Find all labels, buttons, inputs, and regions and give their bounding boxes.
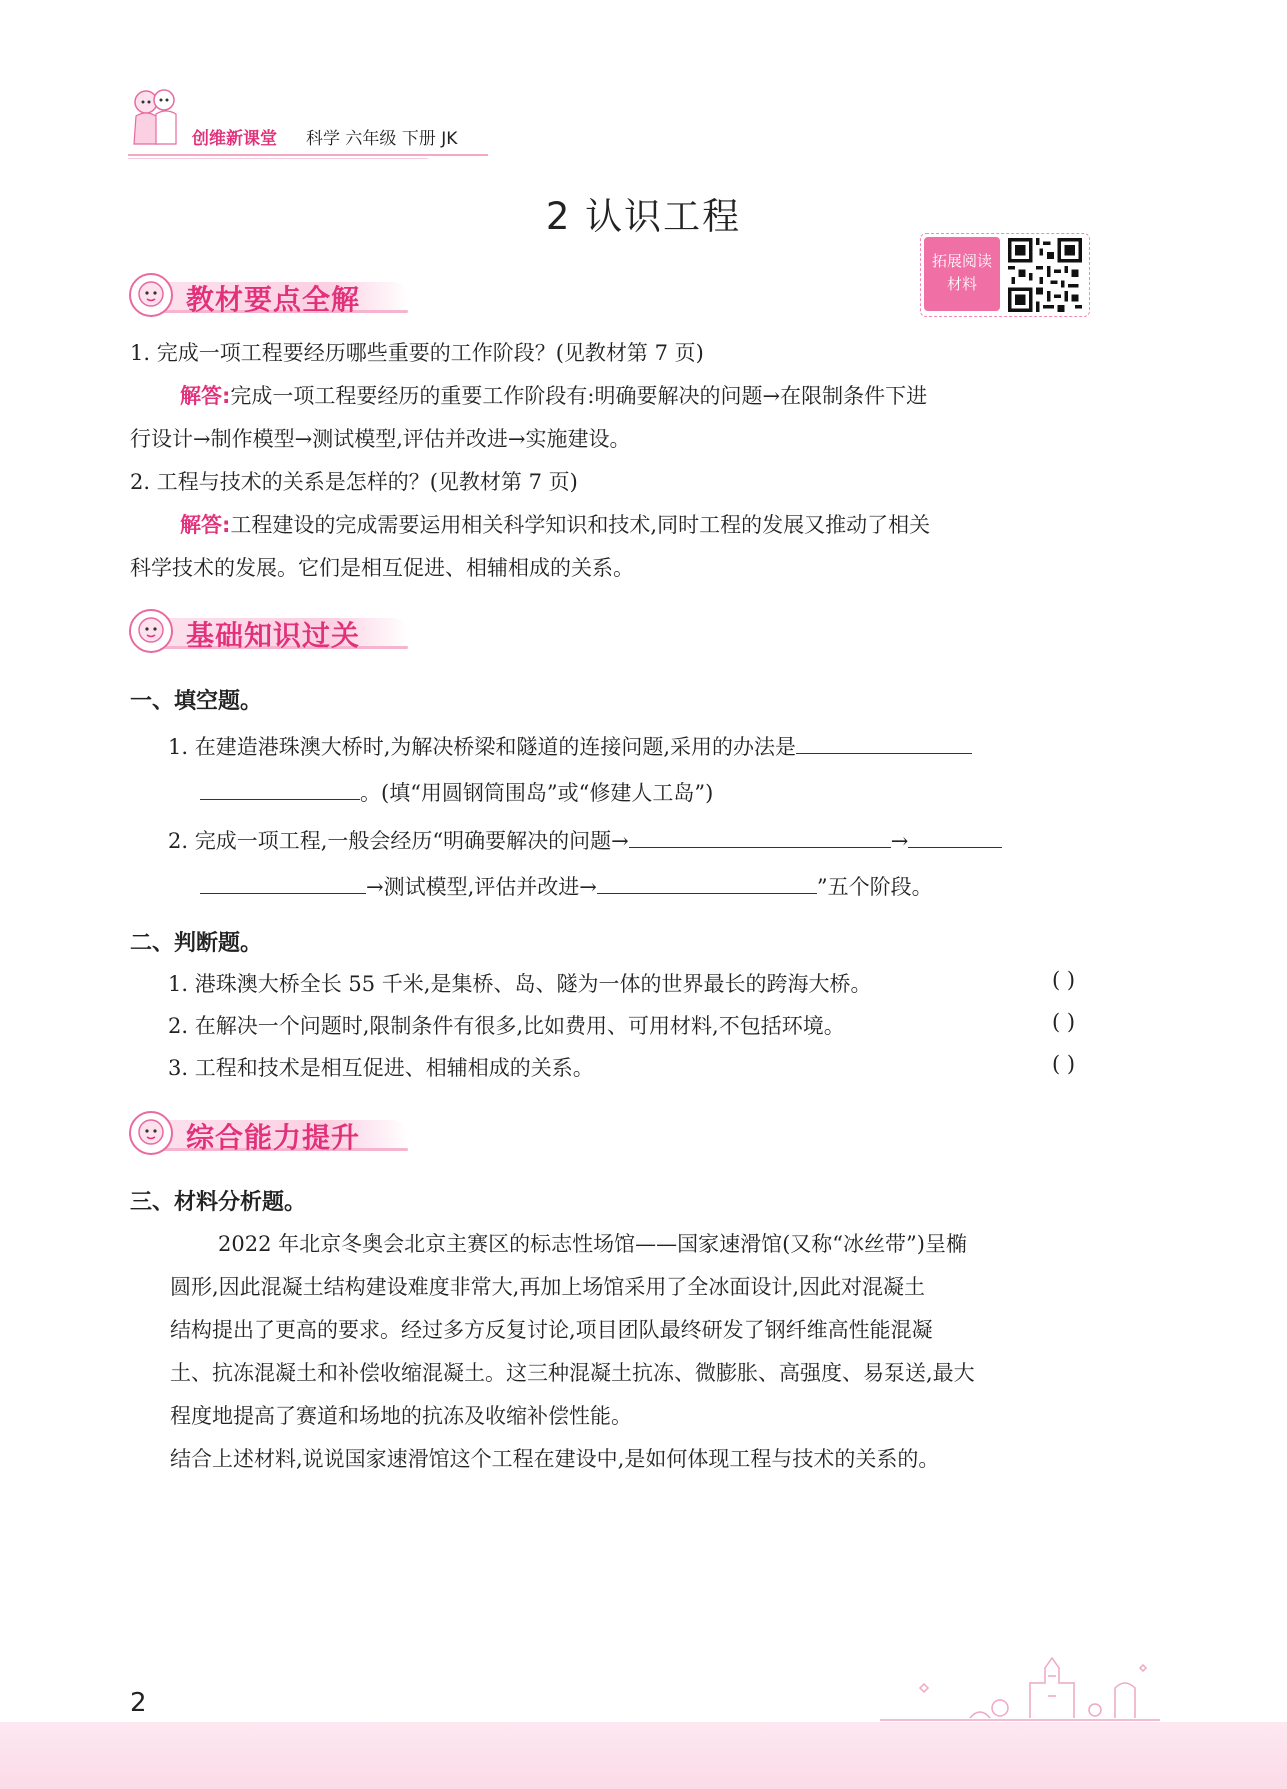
header-divider <box>128 154 488 156</box>
judge-item-3: 3. 工程和技术是相互促进、相辅相成的关系。 <box>168 1056 594 1080</box>
fill-question-1-line1 <box>168 731 972 761</box>
judge-answer-box-2[interactable]: ( ) <box>1052 1010 1076 1034</box>
arrow: → <box>890 829 909 853</box>
book-subject: 科学 六年级 下册 JK <box>306 129 458 149</box>
answer-2-line2: 科学技术的发展。它们是相互促进、相辅相成的关系。 <box>130 556 634 580</box>
header-divider-thin <box>128 158 428 159</box>
page-title: 2 认识工程 <box>545 195 742 238</box>
answer-blank[interactable] <box>629 827 891 848</box>
material-paragraph-line-5: 程度地提高了赛道和场地的抗冻及收缩补偿性能。 <box>170 1404 632 1428</box>
material-paragraph-line-3: 结构提出了更高的要求。经过多方反复讨论,项目团队最终研发了钢纤维高性能混凝 <box>170 1318 933 1342</box>
answer-label: 解答: <box>180 384 231 408</box>
footer-band <box>0 1722 1287 1789</box>
castle-doodle-icon <box>880 1648 1160 1728</box>
mascot-badge-icon <box>128 608 174 654</box>
qr-label-line2: 材料 <box>946 275 977 293</box>
fill-question-2-line2 <box>200 871 933 901</box>
judge-answer-box-1[interactable]: ( ) <box>1052 968 1076 992</box>
brand-name: 创维新课堂 <box>192 129 277 149</box>
page-number: 2 <box>130 1688 147 1718</box>
fill-in-heading: 一、填空题。 <box>130 689 263 714</box>
fill-question-2-text: 2. 完成一项工程,一般会经历“明确要解决的问题→ <box>168 829 629 853</box>
fill-question-1-text: 1. 在建造港珠澳大桥时,为解决桥梁和隧道的连接问题,采用的办法是 <box>168 735 797 759</box>
judge-answer-box-3[interactable]: ( ) <box>1052 1052 1076 1076</box>
answer-1-line2: 行设计→制作模型→测试模型,评估并改进→实施建设。 <box>130 427 631 451</box>
section-title: 综合能力提升 <box>186 1121 361 1154</box>
answer-blank[interactable] <box>908 827 1002 848</box>
answer-blank[interactable] <box>200 873 366 894</box>
fill-question-2-line1 <box>168 825 1002 855</box>
question-2: 2. 工程与技术的关系是怎样的？(见教材第 7 页) <box>130 470 578 494</box>
section-banner-comprehensive <box>128 1110 408 1158</box>
qr-label-line1: 拓展阅读 <box>931 252 992 270</box>
answer-blank[interactable] <box>597 873 817 894</box>
section-title: 基础知识过关 <box>186 619 361 652</box>
fill-question-2-mid: →测试模型,评估并改进→ <box>366 875 597 899</box>
fill-question-1-line2 <box>200 777 713 807</box>
material-paragraph-line-1: 2022 年北京冬奥会北京主赛区的标志性场馆——国家速滑馆(又称“冰丝带”)呈椭 <box>218 1232 967 1256</box>
answer-blank[interactable] <box>796 733 972 754</box>
mascot-badge-icon <box>128 272 174 318</box>
material-paragraph-line-2: 圆形,因此混凝土结构建设难度非常大,再加上场馆采用了全冰面设计,因此对混凝土 <box>170 1275 926 1299</box>
judge-item-1: 1. 港珠澳大桥全长 55 千米,是集桥、岛、隧为一体的世界最长的跨海大桥。 <box>168 972 872 996</box>
section-title: 教材要点全解 <box>186 283 361 316</box>
answer-label: 解答: <box>180 513 231 537</box>
question-1: 1. 完成一项工程要经历哪些重要的工作阶段？(见教材第 7 页) <box>130 341 704 365</box>
material-paragraph-line-4: 土、抗冻混凝土和补偿收缩混凝土。这三种混凝土抗冻、微膨胀、高强度、易泵送,最大 <box>170 1361 975 1385</box>
section-banner-basic-knowledge <box>128 608 408 656</box>
material-question: 结合上述材料,说说国家速滑馆这个工程在建设中,是如何体现工程与技术的关系的。 <box>170 1447 940 1471</box>
answer-blank[interactable] <box>200 779 360 800</box>
answer-2-text: 工程建设的完成需要运用相关科学知识和技术,同时工程的发展又推动了相关 <box>230 513 931 537</box>
judge-item-2: 2. 在解决一个问题时,限制条件有很多,比如费用、可用材料,不包括环境。 <box>168 1014 845 1038</box>
mascot-badge-icon <box>128 1110 174 1156</box>
answer-1-line1 <box>180 380 927 410</box>
fill-question-1-hint: 。(填“用圆钢筒围岛”或“修建人工岛”) <box>360 781 714 805</box>
answer-1-text: 完成一项工程要经历的重要工作阶段有:明确要解决的问题→在限制条件下进 <box>230 384 928 408</box>
section-banner-key-points <box>128 272 408 320</box>
qr-label <box>924 250 1000 296</box>
material-analysis-heading: 三、材料分析题。 <box>130 1190 307 1215</box>
fill-question-2-end: ”五个阶段。 <box>816 875 933 899</box>
header-mascot-icon <box>128 86 180 152</box>
answer-2-line1 <box>180 509 930 539</box>
true-false-heading: 二、判断题。 <box>130 931 263 956</box>
qr-code-icon[interactable] <box>1008 238 1082 312</box>
